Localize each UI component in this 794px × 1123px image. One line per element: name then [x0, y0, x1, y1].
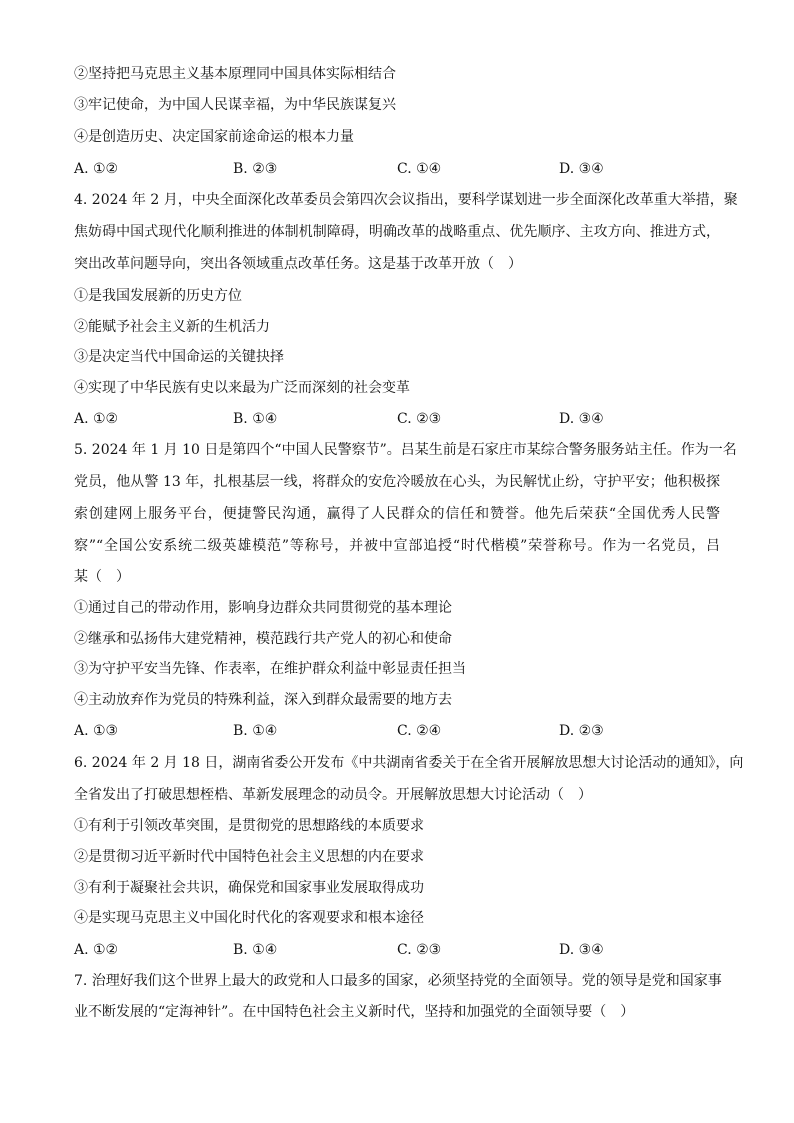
q4-option-b: B. ①④	[233, 411, 278, 427]
q3-item-4: ④是创造历史、决定国家前途命运的根本力量	[74, 129, 354, 145]
q7-stem-line: 业不断发展的“定海神针”。在中国特色社会主义新时代，坚持和加强党的全面领导要（ ）	[74, 1004, 635, 1020]
q4-item-2: ②能赋予社会主义新的生机活力	[74, 319, 270, 335]
q5-stem-line: 索创建网上服务平台，便捷警民沟通，赢得了人民群众的信任和赞誉。他先后荣获“全国优秀人民警	[74, 506, 720, 522]
q4-item-3: ③是决定当代中国命运的关键抉择	[74, 349, 284, 365]
q4-item-1: ①是我国发展新的历史方位	[74, 288, 242, 304]
q3-option-a: A. ①②	[74, 161, 119, 177]
q5-item-1: ①通过自己的带动作用，影响身边群众共同贯彻党的基本理论	[74, 600, 452, 616]
q6-stem-line: 6. 2024 年 2 月 18 日，湖南省委公开发布《中共湖南省委关于在全省开展解放思想大讨论活动的通知》，向	[74, 755, 744, 771]
q6-item-4: ④是实现马克思主义中国化时代化的客观要求和根本途径	[74, 910, 424, 926]
q5-item-2: ②继承和弘扬伟大建党精神，模范践行共产党人的初心和使命	[74, 631, 452, 647]
q6-item-1: ①有利于引领改革突围，是贯彻党的思想路线的本质要求	[74, 818, 424, 834]
q4-item-4: ④实现了中华民族有史以来最为广泛而深刻的社会变革	[74, 380, 410, 396]
q4-option-d: D. ③④	[559, 411, 604, 427]
q5-options	[74, 721, 734, 741]
q6-option-d: D. ③④	[559, 942, 604, 958]
q5-option-c: C. ②④	[397, 723, 442, 739]
q4-stem-line: 焦妨碍中国式现代化顺利推进的体制机制障碍，明确改革的战略重点、优先顺序、主攻方向、推进方式，	[74, 224, 720, 240]
q3-option-c: C. ①④	[397, 161, 442, 177]
q5-item-3: ③为守护平安当先锋、作表率，在维护群众利益中彰显责任担当	[74, 661, 466, 677]
q7-stem-line: 7. 治理好我们这个世界上最大的政党和人口最多的国家，必须坚持党的全面领导。党的领导是党和国家事	[74, 973, 722, 989]
q4-options	[74, 409, 734, 429]
q5-stem-line: 5. 2024 年 1 月 10 日是第四个“中国人民警察节”。吕某生前是石家庄市某综合警务服务站主任。作为一名	[74, 442, 737, 458]
q6-option-b: B. ①④	[233, 942, 278, 958]
q5-stem-line: 察”“全国公安系统二级英雄模范”等称号，并被中宣部追授“时代楷模”荣誉称号。作为一名党员，吕	[74, 538, 720, 554]
q6-option-a: A. ①②	[74, 942, 119, 958]
q3-options	[74, 159, 734, 179]
q6-stem-line: 全省发出了打破思想桎梏、革新发展理念的动员令。开展解放思想大讨论活动（ ）	[74, 787, 592, 803]
q5-stem-line: 某（ ）	[74, 569, 130, 585]
q5-option-a: A. ①③	[74, 723, 119, 739]
q4-option-c: C. ②③	[397, 411, 442, 427]
q3-item-2: ②坚持把马克思主义基本原理同中国具体实际相结合	[74, 66, 396, 82]
q5-option-b: B. ①④	[233, 723, 278, 739]
q3-option-b: B. ②③	[233, 161, 278, 177]
q6-item-3: ③有利于凝聚社会共识，确保党和国家事业发展取得成功	[74, 880, 424, 896]
q3-item-3: ③牢记使命，为中国人民谋幸福，为中华民族谋复兴	[74, 97, 396, 113]
q6-options	[74, 940, 734, 960]
q5-item-4: ④主动放弃作为党员的特殊利益，深入到群众最需要的地方去	[74, 692, 452, 708]
q3-option-d: D. ③④	[559, 161, 604, 177]
q5-option-d: D. ②③	[559, 723, 604, 739]
q4-stem-line: 突出改革问题导向，突出各领域重点改革任务。这是基于改革开放（ ）	[74, 256, 522, 272]
q5-stem-line: 党员，他从警 13 年，扎根基层一线，将群众的安危冷暖放在心头，为民解忧止纷，守护平安；他积极探	[74, 474, 720, 490]
q6-item-2: ②是贯彻习近平新时代中国特色社会主义思想的内在要求	[74, 849, 424, 865]
q4-stem-line: 4. 2024 年 2 月，中央全面深化改革委员会第四次会议指出，要科学谋划进一步全面深化改革重大举措，聚	[74, 192, 738, 208]
q6-option-c: C. ②③	[397, 942, 442, 958]
q4-option-a: A. ①②	[74, 411, 119, 427]
